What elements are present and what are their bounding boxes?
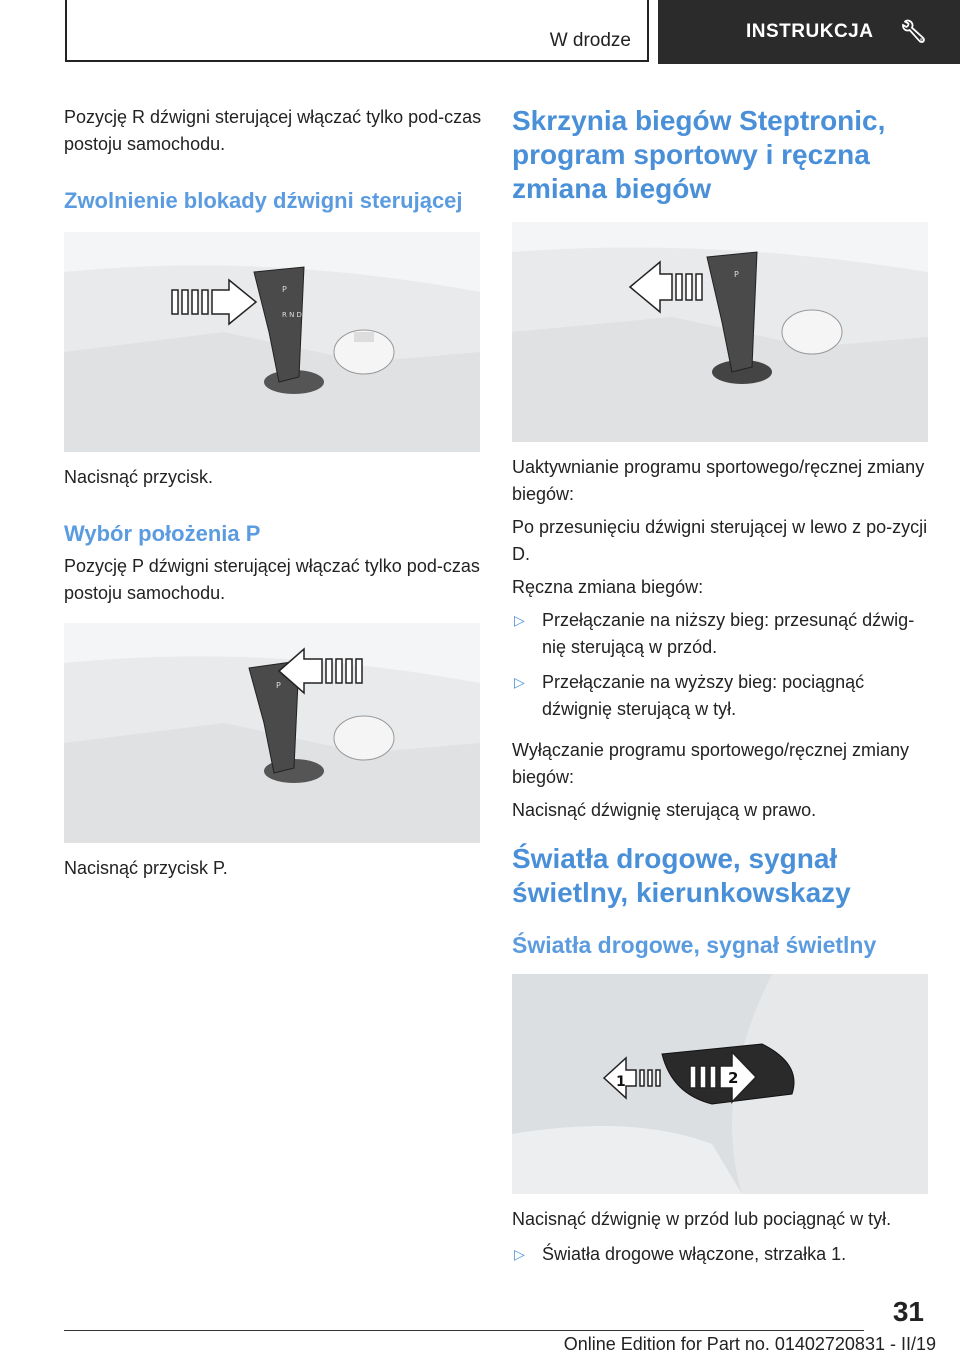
p-position-paragraph: Pozycję P dźwigni sterującej włączać tylko pod-czas postoju samochodu. [64, 556, 480, 603]
left-column [64, 104, 482, 882]
heading-steptronic: Skrzynia biegów Steptronic, program sportowy i ręczna zmiana biegów [512, 105, 886, 204]
light-lever-illustration [512, 974, 928, 1194]
header-section-box [65, 0, 649, 62]
heading-select-p: Wybór położenia P [64, 521, 261, 546]
footer-edition: Online Edition for Part no. 01402720831 - II/19 [563, 1334, 936, 1354]
move-left-paragraph: Po przesunięciu dźwigni sterującej w lewo z po-zycji D. [512, 517, 928, 564]
steptronic-illustration [512, 222, 928, 442]
triangle-bullet-icon: ▷ [514, 1246, 525, 1262]
activate-sport-paragraph: Uaktywnianie programu sportowego/ręcznej zmiany biegów: [512, 457, 925, 504]
manual-shift-paragraph: Ręczna zmiana biegów: [512, 577, 704, 597]
list-item: ▷ Przełączanie na wyższy bieg: pociągnąć dźwignię sterującą w tył. [512, 669, 930, 723]
manual-shift-list [512, 607, 930, 723]
deactivate-sport-paragraph: Wyłączanie programu sportowego/ręcznej zmiany biegów: [512, 740, 910, 787]
selector-lever-illustration-2 [64, 623, 480, 843]
svg-text:R N D: R N D [282, 311, 302, 319]
page-number: 31 [892, 1296, 924, 1327]
footer-divider [64, 1330, 864, 1331]
lights-list [512, 1241, 930, 1268]
wrench-icon: 🔧︎ [899, 19, 928, 44]
push-right-paragraph: Nacisnąć dźwignię sterującą w prawo. [512, 800, 817, 820]
list-item: ▷ Przełączanie na niższy bieg: przesunąć dźwig-nię sterującą w przód. [512, 607, 930, 661]
intro-paragraph: Pozycję R dźwigni sterującej włączać tylko pod-czas postoju samochodu. [64, 107, 482, 154]
caption-press-button-p: Nacisnąć przycisk P. [64, 858, 228, 878]
triangle-bullet-icon: ▷ [514, 612, 525, 628]
header-section-title: W drodze [549, 30, 631, 51]
arrow-label-1: 1 [616, 1074, 626, 1090]
caption-press-button: Nacisnąć przycisk. [64, 467, 214, 487]
heading-release-lock: Zwolnienie blokady dźwigni sterującej [64, 188, 463, 213]
push-pull-paragraph: Nacisnąć dźwignię w przód lub pociągnąć w tył. [512, 1209, 892, 1229]
heading-lights-sub: Światła drogowe, sygnał świetlny [512, 932, 877, 958]
heading-lights: Światła drogowe, sygnał świetlny, kierunkowskazy [512, 843, 851, 908]
svg-text:P: P [734, 270, 739, 279]
header-tab-label: INSTRUKCJA [746, 21, 874, 42]
header-tab[interactable] [658, 0, 960, 64]
list-item: ▷ Światła drogowe włączone, strzałka 1. [512, 1241, 930, 1268]
arrow-label-2: 2 [728, 1069, 739, 1087]
selector-lever-illustration-1 [64, 232, 480, 452]
svg-text:P: P [276, 681, 281, 690]
triangle-bullet-icon: ▷ [514, 674, 525, 690]
right-column [512, 104, 930, 1268]
svg-text:P: P [282, 285, 287, 294]
